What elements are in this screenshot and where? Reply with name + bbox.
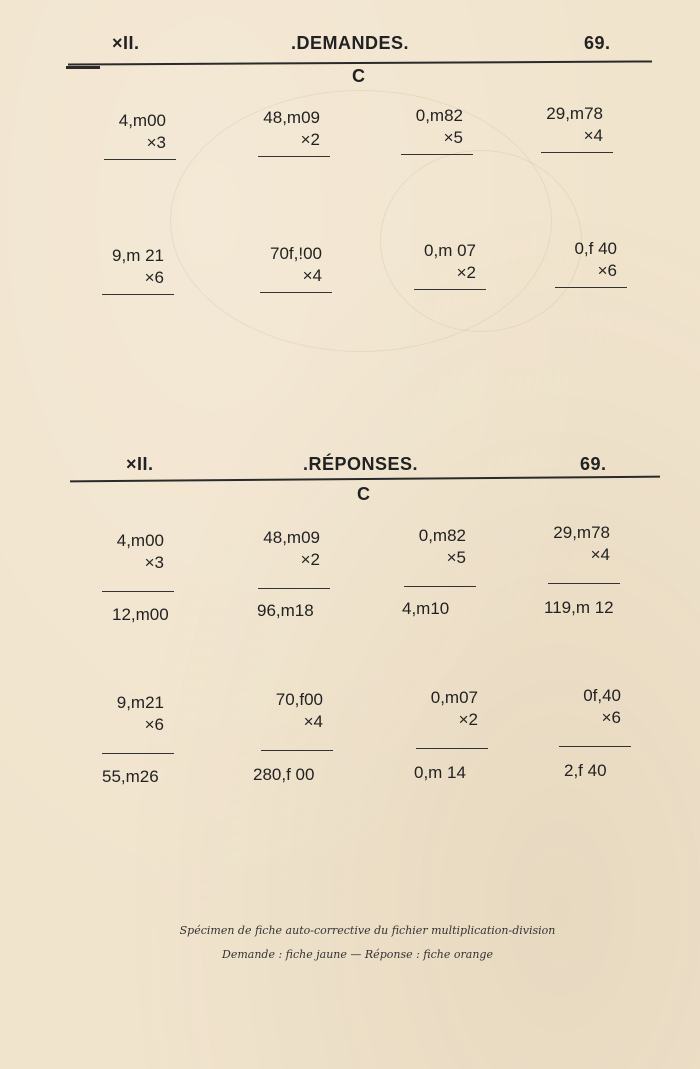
reponse-rule — [258, 588, 330, 589]
demande-number: 9,m 21 — [112, 246, 164, 265]
reponse-rule — [559, 746, 631, 747]
demandes-section-label: C — [352, 66, 365, 86]
demande-number: 0,m 07 — [424, 241, 476, 260]
reponse-item — [521, 686, 631, 780]
demandes-rule-mark — [66, 66, 100, 69]
caption-line-1: Spécimen de fiche auto-corrective du fichier multiplication-division — [179, 924, 556, 937]
demande-multiplier: ×3 — [146, 133, 166, 152]
demandes-title: .DEMANDES. — [291, 33, 410, 53]
demande-item — [222, 244, 332, 324]
demande-number: 0,m82 — [415, 106, 463, 125]
reponse-rule — [102, 591, 174, 592]
demande-number: 0,f 40 — [574, 239, 617, 258]
demande-number: 29,m78 — [546, 104, 603, 123]
demande-rule — [260, 292, 332, 293]
reponse-result: 4,m10 — [402, 599, 450, 618]
demandes-page-number: 69. — [584, 33, 611, 53]
reponse-item — [378, 688, 488, 782]
demande-rule — [104, 159, 176, 160]
reponse-result: 55,m26 — [102, 767, 159, 786]
demande-item — [363, 106, 473, 186]
reponse-result: 96,m18 — [257, 601, 314, 620]
demande-multiplier: ×6 — [597, 261, 617, 280]
demande-rule — [258, 156, 330, 157]
demande-item — [220, 108, 330, 188]
reponse-result: 0,m 14 — [414, 763, 466, 782]
reponse-multiplier: ×6 — [144, 715, 164, 734]
reponse-number: 0,m07 — [430, 688, 478, 707]
reponse-rule — [102, 753, 174, 754]
demandes-left-marker: ×II. — [112, 33, 140, 53]
demande-item — [64, 246, 174, 326]
reponse-result: 119,m 12 — [544, 598, 614, 617]
reponse-item — [64, 693, 174, 786]
demande-multiplier: ×6 — [144, 268, 164, 287]
demande-rule — [541, 152, 613, 153]
reponse-multiplier: ×2 — [300, 550, 320, 569]
demandes-header — [0, 33, 700, 63]
demande-item — [66, 111, 176, 191]
caption-line-2: Demande : fiche jaune — Réponse : fiche orange — [222, 948, 493, 961]
demande-multiplier: ×5 — [443, 128, 463, 147]
reponse-item — [366, 526, 476, 618]
demande-item — [376, 241, 486, 321]
reponse-multiplier: ×2 — [458, 710, 478, 729]
demande-multiplier: ×2 — [456, 263, 476, 282]
reponse-result: 12,m00 — [112, 605, 169, 624]
reponse-number: 9,m21 — [116, 693, 164, 712]
reponse-item — [220, 528, 330, 620]
reponses-left-marker: ×II. — [126, 454, 154, 474]
reponse-item — [510, 523, 620, 617]
reponses-section-label: C — [357, 484, 370, 504]
demande-rule — [555, 287, 627, 288]
reponse-multiplier: ×4 — [303, 712, 323, 731]
reponse-multiplier: ×4 — [590, 545, 610, 564]
reponse-number: 4,m00 — [116, 531, 164, 550]
demande-number: 4,m00 — [118, 111, 166, 130]
demande-number: 48,m09 — [263, 108, 320, 127]
demande-number: 70f,!00 — [270, 244, 322, 263]
reponse-multiplier: ×3 — [144, 553, 164, 572]
reponse-number: 0,m82 — [418, 526, 466, 545]
reponses-title: .RÉPONSES. — [303, 454, 419, 474]
reponse-rule — [548, 583, 620, 584]
reponse-number: 48,m09 — [263, 528, 320, 547]
demande-item — [503, 104, 613, 184]
reponse-rule — [261, 750, 333, 751]
reponse-rule — [416, 748, 488, 749]
reponse-number: 70,f00 — [275, 690, 323, 709]
demande-item — [517, 239, 627, 319]
demande-rule — [401, 154, 473, 155]
reponse-number: 29,m78 — [553, 523, 610, 542]
demande-multiplier: ×2 — [300, 130, 320, 149]
demande-multiplier: ×4 — [302, 266, 322, 285]
reponses-page-number: 69. — [580, 454, 607, 474]
reponse-multiplier: ×6 — [601, 708, 621, 727]
reponse-multiplier: ×5 — [446, 548, 466, 567]
demande-multiplier: ×4 — [583, 126, 603, 145]
reponse-result: 2,f 40 — [564, 761, 607, 780]
demande-rule — [414, 289, 486, 290]
reponse-item — [64, 531, 174, 624]
reponse-number: 0f,40 — [583, 686, 621, 705]
reponse-item — [223, 690, 333, 784]
reponse-rule — [404, 586, 476, 587]
demande-rule — [102, 294, 174, 295]
reponse-result: 280,f 00 — [253, 765, 315, 784]
